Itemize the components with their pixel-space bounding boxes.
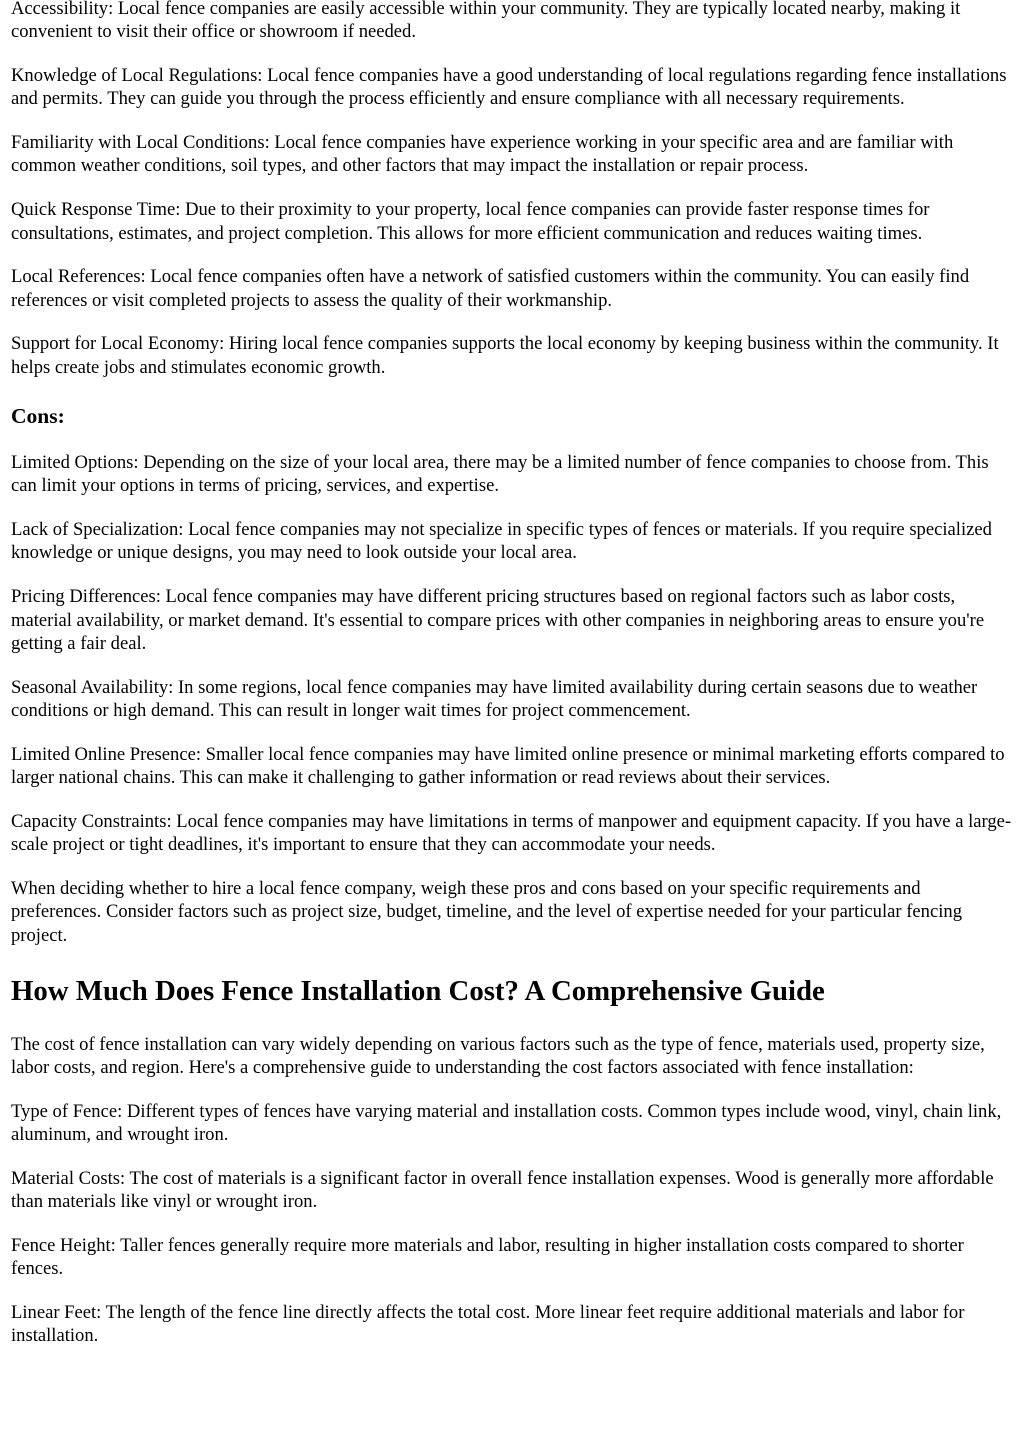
cost-paragraph-linear-feet: Linear Feet: The length of the fence line directly affects the total cost. More linear feet require additional materials and labor for installation. <box>11 1302 965 1347</box>
cons-paragraph-pricing: Pricing Differences: Local fence companies may have different pricing structures based on regional factors such as labor costs, material availability, or market demand. It's essential to compare prices with other companies in neighboring areas to ensure you're getting a fair deal. <box>11 586 985 654</box>
cost-paragraph-material: Material Costs: The cost of materials is a significant factor in overall fence installation expenses. Wood is generally more affordable than materials like vinyl or wrought iron. <box>11 1168 994 1213</box>
cost-guide-heading: How Much Does Fence Installation Cost? A Comprehensive Guide <box>11 974 825 1007</box>
pros-paragraph-accessibility: Accessibility: Local fence companies are easily accessible within your community. They are typically located nearby, making it convenient to visit their office or showroom if needed. <box>11 0 961 43</box>
document-body <box>11 0 1015 1368</box>
cons-paragraph-online-presence: Limited Online Presence: Smaller local fence companies may have limited online presence or minimal marketing efforts compared to larger national chains. This can make it challenging to gather information or read reviews about their services. <box>11 743 1005 789</box>
cons-paragraph-limited-options: Limited Options: Depending on the size of your local area, there may be a limited number of fence companies to choose from. This can limit your options in terms of pricing, services, and expertise. <box>11 452 989 497</box>
pros-paragraph-local-references: Local References: Local fence companies often have a network of satisfied customers within the community. You can easily find references or visit completed projects to assess the quality of their workmanship. <box>11 266 970 311</box>
cost-paragraph-intro: The cost of fence installation can vary widely depending on various factors such as the type of fence, materials used, property size, labor costs, and region. Here's a comprehensive guide to understanding the cost factors associated with fence installation: <box>11 1033 985 1079</box>
cons-paragraph-summary: When deciding whether to hire a local fence company, weigh these pros and cons based on your specific requirements and preferences. Consider factors such as project size, budget, timeline, and the level of expertise needed for your particular fencing project. <box>11 877 962 946</box>
cost-paragraph-height: Fence Height: Taller fences generally require more materials and labor, resulting in higher installation costs compared to shorter fences. <box>11 1235 964 1280</box>
cost-paragraph-fence-type: Type of Fence: Different types of fences have varying material and installation costs. Common types include wood, vinyl, chain link, aluminum, and wrought iron. <box>11 1100 1002 1146</box>
cons-paragraph-capacity: Capacity Constraints: Local fence companies may have limitations in terms of manpower and equipment capacity. If you have a large-scale project or tight deadlines, it's important to ensure that they can accommodate your needs. <box>11 810 1012 856</box>
cons-heading: Cons: <box>11 404 65 429</box>
pros-paragraph-response-time: Quick Response Time: Due to their proximity to your property, local fence companies can provide faster response times for consultations, estimates, and project completion. This allows for more efficient communication and reduces waiting times. <box>11 199 930 244</box>
cons-paragraph-specialization: Lack of Specialization: Local fence companies may not specialize in specific types of fences or materials. If you require specialized knowledge or unique designs, you may need to look outside your local area. <box>11 519 992 564</box>
pros-paragraph-local-conditions: Familiarity with Local Conditions: Local fence companies have experience working in your specific area and are familiar with common weather conditions, soil types, and other factors that may impact the installation or repair process. <box>11 132 954 177</box>
cons-paragraph-seasonal: Seasonal Availability: In some regions, local fence companies may have limited availability during certain seasons due to weather conditions or high demand. This can result in longer wait times for project commencement. <box>11 676 978 721</box>
pros-paragraph-local-economy: Support for Local Economy: Hiring local fence companies supports the local economy by keeping business within the community. It helps create jobs and stimulates economic growth. <box>11 333 999 378</box>
pros-paragraph-local-regulations: Knowledge of Local Regulations: Local fence companies have a good understanding of local regulations regarding fence installations and permits. They can guide you through the process efficiently and ensure compliance with all necessary requirements. <box>11 65 1007 110</box>
